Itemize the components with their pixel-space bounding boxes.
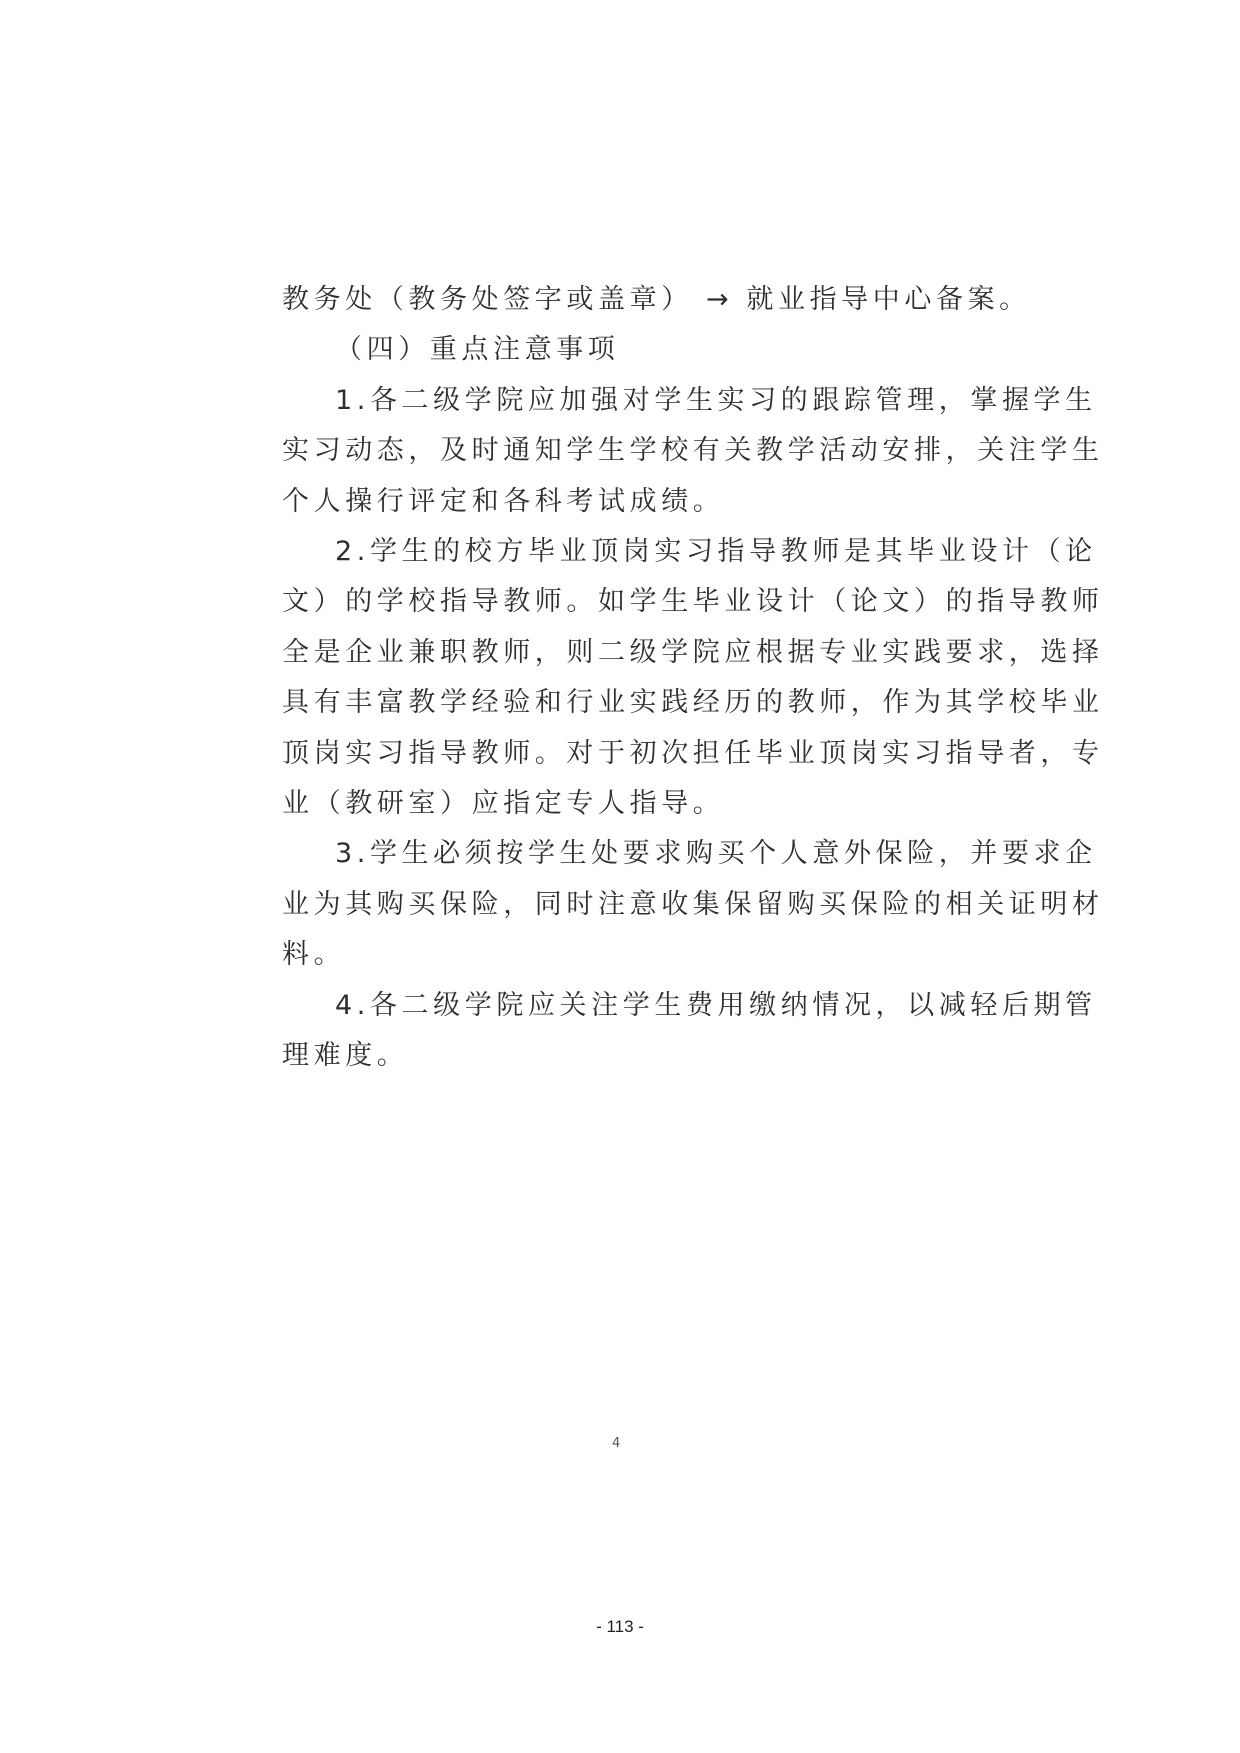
paragraph-line: 1.各二级学院应加强对学生实习的跟踪管理，掌握学生 xyxy=(335,385,1097,416)
inner-page-number: 4 xyxy=(612,1436,621,1451)
paragraph-line: 4.各二级学院应关注学生费用缴纳情况，以减轻后期管 xyxy=(335,990,1097,1021)
paragraph-line: 实习动态，及时通知学生学校有关教学活动安排，关注学生 xyxy=(282,435,1104,466)
paragraph-line: 3.学生必须按学生处要求购买个人意外保险，并要求企 xyxy=(335,838,1097,869)
paragraph-line: 具有丰富教学经验和行业实践经历的教师，作为其学校毕业 xyxy=(282,687,1104,718)
paragraph-line: 业为其购买保险，同时注意收集保留购买保险的相关证明材 xyxy=(282,889,1104,920)
paragraph-line: 文）的学校指导教师。如学生毕业设计（论文）的指导教师 xyxy=(282,586,1104,617)
paragraph-line: 2.学生的校方毕业顶岗实习指导教师是其毕业设计（论 xyxy=(335,536,1097,567)
paragraph-line: 理难度。 xyxy=(282,1040,409,1071)
paragraph-line: 教务处（教务处签字或盖章） → 就业指导中心备案。 xyxy=(282,284,1031,315)
paragraph-line: 业（教研室）应指定专人指导。 xyxy=(282,788,725,819)
footer-page-number: - 113 - xyxy=(596,1617,644,1636)
section-heading: （四）重点注意事项 xyxy=(335,334,620,365)
paragraph-line: 料。 xyxy=(282,939,346,970)
paragraph-line: 个人操行评定和各科考试成绩。 xyxy=(282,486,725,517)
paragraph-line: 全是企业兼职教师，则二级学院应根据专业实践要求，选择 xyxy=(282,637,1104,668)
paragraph-line: 顶岗实习指导教师。对于初次担任毕业顶岗实习指导者，专 xyxy=(282,738,1104,769)
